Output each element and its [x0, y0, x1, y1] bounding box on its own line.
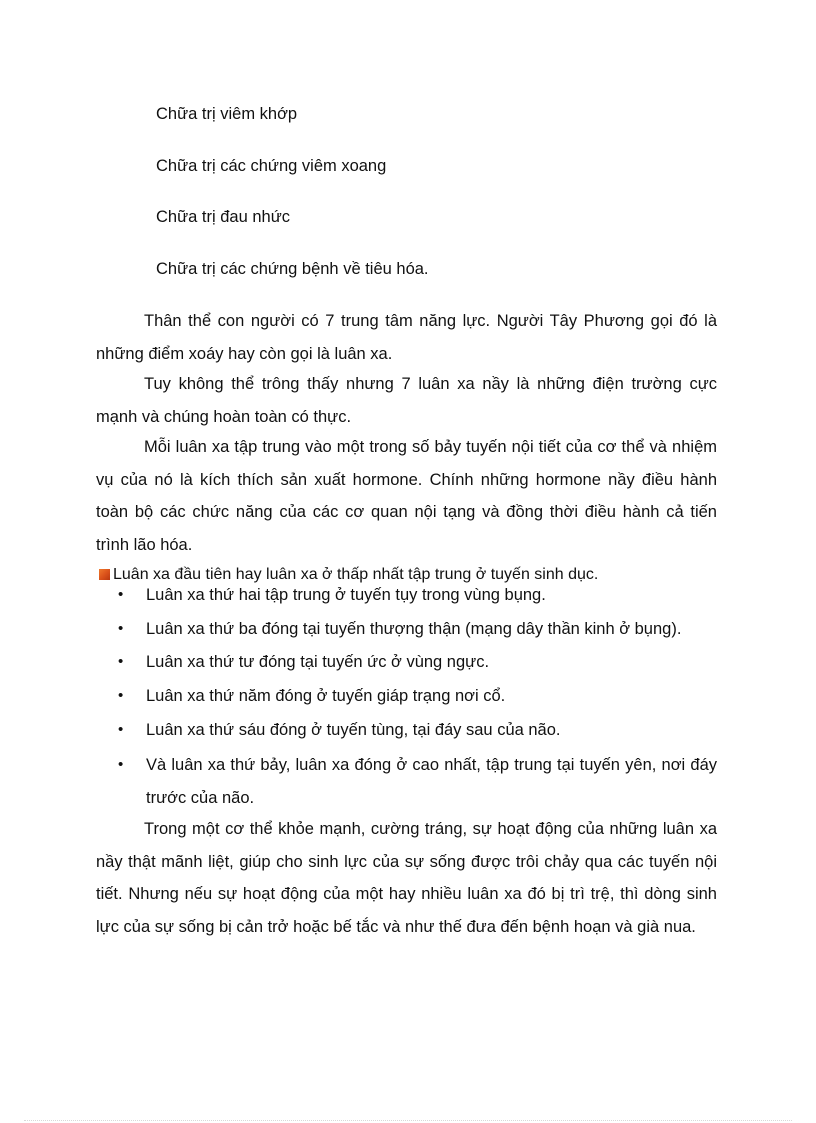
treatment-line-arthritis: Chữa trị viêm khớp: [156, 105, 298, 123]
list-item: [118, 613, 717, 646]
list-item: [118, 579, 717, 612]
first-chakra-text: Luân xa đầu tiên hay luân xa ở thấp nhất tập trung ở tuyến sinh dục.: [113, 566, 599, 583]
bullet-dot-icon: •: [118, 620, 124, 637]
treatment-line-pain: Chữa trị đau nhức: [156, 208, 290, 226]
bullet-dot-icon: •: [118, 586, 124, 603]
orange-square-bullet-icon: [99, 569, 110, 580]
list-item: [118, 646, 717, 679]
list-item: [118, 680, 717, 713]
bullet-dot-icon: •: [118, 721, 124, 738]
page-bottom-divider: [24, 1120, 792, 1121]
list-item: [118, 749, 717, 814]
treatment-line-sinusitis: Chữa trị các chứng viêm xoang: [156, 157, 387, 175]
bullet-dot-icon: •: [118, 687, 124, 704]
list-item-text: Luân xa thứ tư đóng tại tuyến ức ở vùng ngực.: [146, 653, 490, 671]
list-item-text: Luân xa thứ hai tập trung ở tuyến tụy trong vùng bụng.: [146, 586, 546, 604]
paragraph-healthy-body: Trong một cơ thể khỏe mạnh, cường tráng, sự hoạt động của những luân xa nầy thật mãnh liệt, giúp cho sinh lực của sự sống được trôi chảy qua các tuyến nội tiết. Nhưng nếu sự hoạt động của một hay nhiều luân xa đó bị trì trệ, thì dòng sinh lực của sự sống bị cản trở hoặc bế tắc và như thế đưa đến bệnh hoạn và già nua.: [96, 820, 717, 936]
list-item-text: Và luân xa thứ bảy, luân xa đóng ở cao nhất, tập trung tại tuyến yên, nơi đáy trước của não.: [146, 756, 717, 807]
list-item-text: Luân xa thứ năm đóng ở tuyến giáp trạng nơi cổ.: [146, 687, 506, 705]
bullet-dot-icon: •: [118, 653, 124, 670]
paragraph-electric-fields: Tuy không thể trông thấy nhưng 7 luân xa nầy là những điện trường cực mạnh và chúng hoàn toàn có thực.: [96, 375, 717, 426]
list-item-text: Luân xa thứ ba đóng tại tuyến thượng thận (mạng dây thần kinh ở bụng).: [146, 620, 682, 638]
paragraph-endocrine-glands: Mỗi luân xa tập trung vào một trong số bảy tuyến nội tiết của cơ thể và nhiệm vụ của nó là kích thích sản xuất hormone. Chính những hormone nầy điều hành toàn bộ các chức năng của các cơ quan nội tạng và đồng thời điều hành cả tiến trình lão hóa.: [96, 438, 717, 554]
list-item: [118, 714, 717, 747]
list-item-text: Luân xa thứ sáu đóng ở tuyến tùng, tại đáy sau của não.: [146, 721, 561, 739]
treatment-line-digestion: Chữa trị các chứng bệnh về tiêu hóa.: [156, 260, 429, 278]
bullet-dot-icon: •: [118, 756, 124, 773]
paragraph-energy-centers: Thân thể con người có 7 trung tâm năng lực. Người Tây Phương gọi đó là những điểm xoáy hay còn gọi là luân xa.: [96, 312, 717, 363]
